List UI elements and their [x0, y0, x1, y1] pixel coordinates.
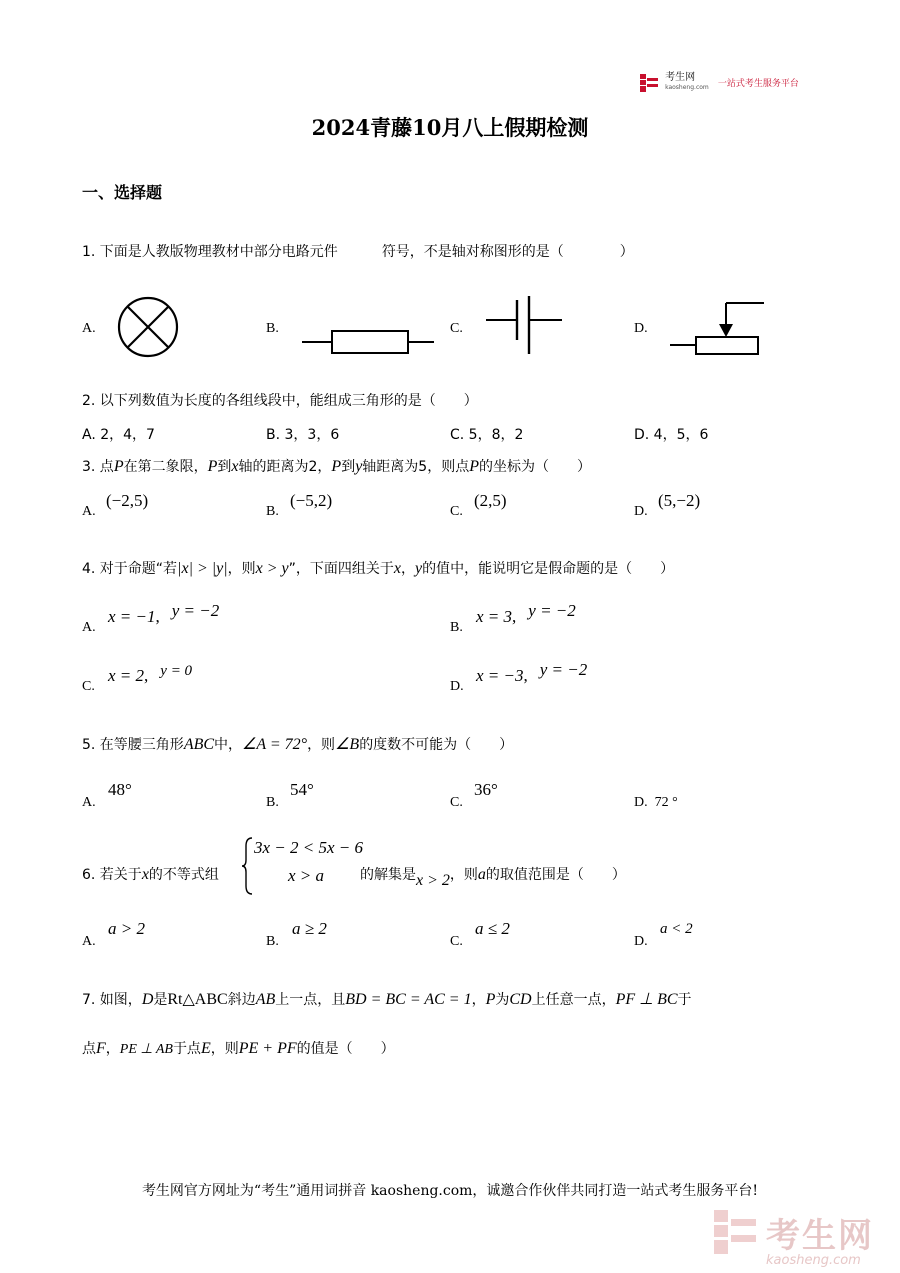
q3-var-p2: P [207, 458, 218, 475]
lamp-symbol-icon [110, 292, 190, 362]
watermark-logo-icon [714, 1210, 758, 1256]
q4-d-sep: , [523, 666, 528, 685]
q3-option-c: (2,5) [474, 491, 507, 510]
q7-var-cd: CD [509, 991, 532, 1008]
q3-option-a: (−2,5) [106, 491, 149, 510]
q6-stem-end [360, 864, 626, 889]
section-heading: 一、选择题 [82, 183, 163, 202]
q3-label-d: D. [634, 504, 648, 519]
q5-label-c: C. [450, 795, 463, 810]
q7-stem-line-2 [82, 1038, 395, 1058]
q7-equation: BD = BC = AC = 1 [345, 991, 472, 1008]
q7-text-10: ， [105, 1041, 120, 1057]
q6-label-b: B. [266, 934, 279, 949]
q2-option-a: A. 2，4，7 [82, 427, 155, 443]
q2-option-d: D. 4，5，6 [634, 427, 709, 443]
logo-domain: kaosheng.com [665, 84, 709, 91]
q1-stem-b: 符号，不是轴对称图形的是（ ） [381, 244, 634, 260]
q2-stem: 2. 以下列数值为长度的各组线段中，能组成三角形的是（ ） [82, 393, 478, 409]
q6-solution: x > 2 [416, 872, 450, 889]
q4-condition: |x| > |y| [177, 560, 228, 577]
q3-text-7: 的坐标为（ ） [479, 459, 591, 475]
q4-text-5: 的值中，能说明它是假命题的是（ ） [422, 561, 675, 577]
q7-perp-1: PF ⊥ BC [615, 991, 678, 1008]
kaosheng-logo-icon [640, 74, 658, 92]
q7-text-2: 是 [153, 992, 168, 1008]
q4-var-x: x [393, 560, 402, 577]
q6-text-3: 的解集是 [360, 867, 416, 883]
q4-b-y: y = −2 [528, 601, 576, 620]
q3-text-4: 轴的距离为2， [238, 459, 332, 475]
q4-text-4: ， [401, 561, 416, 577]
q6-option-d: a < 2 [660, 921, 693, 937]
q4-option-a [108, 601, 220, 627]
q3-label-a: A. [82, 504, 96, 519]
q6-var-a: a [477, 866, 486, 883]
q4-c-y: y = 0 [160, 663, 193, 679]
q3-var-x: x [231, 458, 239, 475]
q4-stem [82, 558, 674, 578]
q6-label-d: D. [634, 934, 648, 949]
q7-text-5: ， [471, 992, 486, 1008]
resistor-symbol-icon [300, 325, 440, 359]
q6-label-c: C. [450, 934, 463, 949]
q7-var-f: F [96, 1040, 106, 1057]
rheostat-symbol-icon [668, 298, 768, 360]
q2-option-c: C. 5，8，2 [450, 427, 524, 443]
q4-var-y: y [415, 560, 423, 577]
q3-var-p4: P [469, 458, 479, 475]
q5-option-b: 54° [290, 780, 314, 799]
q5-option-a: 48° [108, 780, 132, 799]
q3-text-5: 到 [341, 459, 356, 475]
q3-text-1: 3. 点 [82, 459, 114, 475]
q6-inequality-1: 3x − 2 < 5x − 6 [254, 838, 364, 857]
q5-stem [82, 734, 513, 754]
q4-conclusion: x > y [255, 560, 289, 577]
page-title: 2024青藤10月八上假期检测 [311, 115, 589, 140]
q7-text-11: 于点 [172, 1041, 201, 1057]
q7-sum: PE + PF [238, 1040, 297, 1057]
q7-var-p: P [485, 991, 496, 1008]
q1-stem-a: 1. 下面是人教版物理教材中部分电路元件 [82, 244, 338, 260]
q3-stem [82, 456, 591, 476]
q1-label-b: B. [266, 321, 279, 336]
q5-option-c: 36° [474, 780, 498, 799]
q7-text-13: 的值是（ ） [296, 1041, 395, 1057]
q5-option-d: 72 ° [654, 795, 678, 810]
q6-text-4: ，则 [449, 867, 478, 883]
q4-d-x: x = −3 [476, 666, 524, 685]
watermark-domain: kaosheng.com [766, 1253, 861, 1268]
q7-text-8: 于 [677, 992, 692, 1008]
q1-stem [82, 241, 634, 261]
q6-var-x: x [141, 866, 149, 883]
q7-stem-line-1 [82, 989, 692, 1009]
header-logo[interactable] [640, 72, 799, 92]
watermark-brand: 考生网 [766, 1216, 874, 1256]
q5-triangle: ABC [183, 736, 215, 753]
q6-text-5: 的取值范围是（ ） [485, 867, 626, 883]
q6-text-2: 的不等式组 [148, 867, 219, 883]
q3-option-b: (−5,2) [290, 491, 333, 510]
q5-text-3: ，则 [307, 737, 336, 753]
q1-label-d: D. [634, 321, 648, 336]
q4-label-d: D. [450, 679, 464, 694]
logo-brand [665, 73, 709, 92]
q4-b-x: x = 3 [476, 607, 513, 626]
q2-option-b: B. 3，3，6 [266, 427, 340, 443]
q7-var-ab: AB [255, 991, 276, 1008]
q5-label-d [634, 795, 678, 811]
q3-label-c: C. [450, 504, 463, 519]
q5-text-4: 的度数不可能为（ ） [359, 737, 514, 753]
q7-text-4: 上一点，且 [275, 992, 346, 1008]
q6-brace-icon [240, 836, 254, 896]
q6-text-1: 6. 若关于 [82, 867, 142, 883]
q4-c-sep: , [144, 666, 149, 685]
q6-option-a: a > 2 [108, 919, 145, 938]
q1-label-c: C. [450, 321, 463, 336]
q4-option-d [476, 660, 588, 686]
q5-label-b: B. [266, 795, 279, 810]
q7-text-3: 斜边 [227, 992, 256, 1008]
q6-inequality-2: x > a [288, 866, 325, 885]
q6-label-a: A. [82, 934, 96, 949]
q5-text-1: 5. 在等腰三角形 [82, 737, 184, 753]
q3-text-3: 到 [217, 459, 232, 475]
q3-text-6: 轴距离为5，则点 [362, 459, 470, 475]
q6-option-c: a ≤ 2 [475, 919, 510, 938]
q4-text-1: 4. 对于命题“若 [82, 561, 178, 577]
q7-text-1: 7. 如图， [82, 992, 142, 1008]
q7-text-7: 上任意一点， [531, 992, 616, 1008]
q3-var-p1: P [113, 458, 124, 475]
logo-brand-text: 考生网 [665, 72, 696, 83]
q3-var-p3: P [331, 458, 342, 475]
q7-text-6: 为 [495, 992, 510, 1008]
q4-d-y: y = −2 [539, 660, 588, 679]
q5-text-2: 中， [214, 737, 243, 753]
q7-var-e: E [200, 1040, 211, 1057]
capacitor-symbol-icon [484, 294, 568, 358]
q3-var-y: y [355, 458, 363, 475]
q7-triangle: Rt△ABC [167, 991, 228, 1008]
q4-a-x: x = −1 [108, 607, 156, 626]
q3-option-d: (5,−2) [658, 491, 701, 510]
footer-note: 考生网官方网址为“考生”通用词拼音 kaosheng.com，诚邀合作伙伴共同打造一站式考生服务平台! [141, 1183, 759, 1199]
q6-option-b: a ≥ 2 [292, 919, 327, 938]
q4-text-2: ，则 [227, 561, 256, 577]
q5-label-d-text: D. [634, 795, 648, 810]
q7-perp-2: PE ⊥ AB [119, 1042, 173, 1057]
q7-text-12: ，则 [210, 1041, 239, 1057]
q5-angle-b: ∠B [335, 736, 360, 753]
q4-option-c [108, 663, 193, 686]
q4-text-3: ”，下面四组关于 [288, 561, 394, 577]
q5-label-a: A. [82, 795, 96, 810]
q7-var-d: D [141, 991, 154, 1008]
q4-c-x: x = 2 [108, 666, 145, 685]
q7-text-9: 点 [82, 1041, 96, 1057]
watermark [714, 1208, 874, 1268]
q4-a-y: y = −2 [171, 601, 220, 620]
q3-text-2: 在第二象限， [123, 459, 208, 475]
q4-b-sep: , [512, 607, 517, 626]
q4-label-c: C. [82, 679, 95, 694]
logo-slogan: 一站式考生服务平台 [717, 79, 799, 89]
q5-angle-a: ∠A = 72° [242, 736, 308, 753]
q4-label-a: A. [82, 620, 96, 635]
q1-label-a: A. [82, 321, 96, 336]
q6-stem-start [82, 864, 219, 884]
q4-a-sep: , [155, 607, 160, 626]
q4-label-b: B. [450, 620, 463, 635]
q4-option-b [476, 601, 576, 627]
q3-label-b: B. [266, 504, 279, 519]
